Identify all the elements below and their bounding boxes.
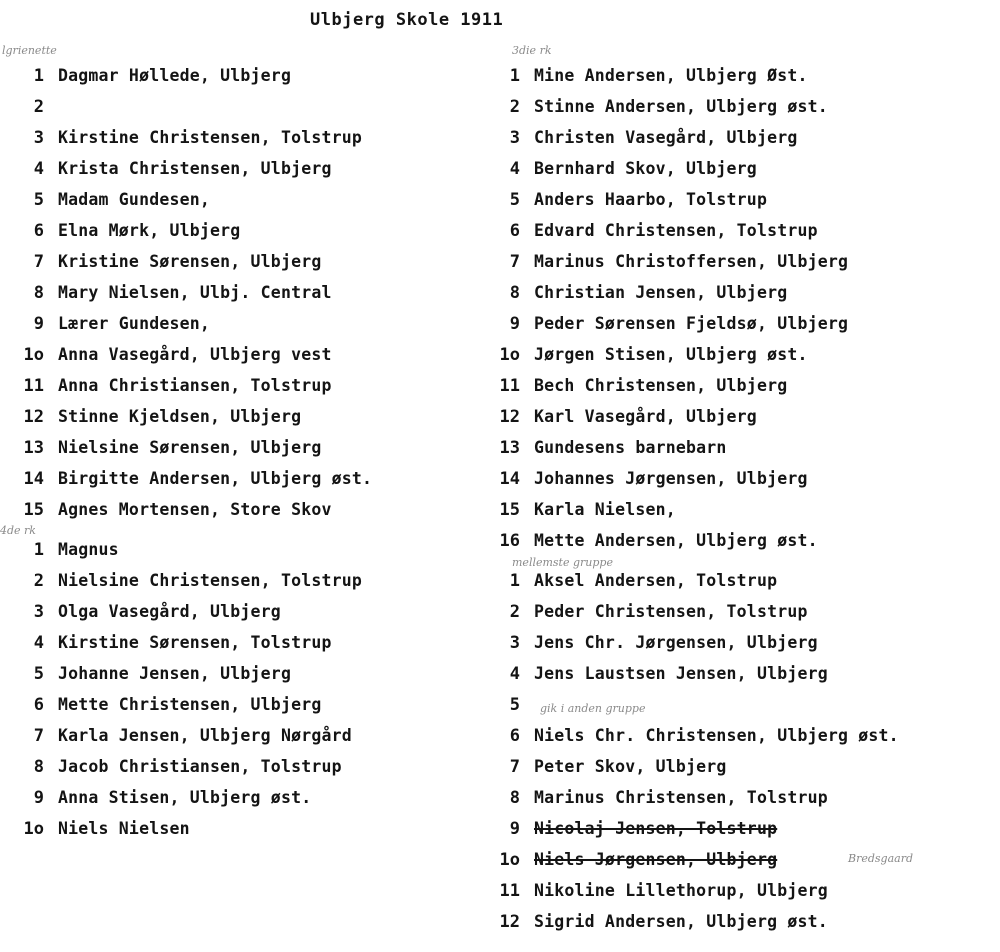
list-item: [8, 782, 362, 813]
list-item: [488, 60, 848, 91]
list-item: [488, 339, 848, 370]
entry-name: Bech Christensen, Ulbjerg: [534, 376, 788, 395]
list-item: [488, 596, 899, 627]
list-item: [488, 215, 848, 246]
entry-number: 5: [33, 190, 44, 210]
entry-number: 2: [509, 602, 520, 622]
entry-name: Aksel Andersen, Tolstrup: [534, 571, 778, 590]
entry-number: 1o: [23, 345, 44, 365]
entry-number: 1: [509, 66, 520, 86]
entry-name: Sigrid Andersen, Ulbjerg øst.: [534, 912, 828, 931]
list-item: [8, 215, 372, 246]
handwritten-note-left-mid: 4de rk: [0, 524, 36, 537]
entry-number: 1o: [499, 345, 520, 365]
entry-number: 8: [33, 283, 44, 303]
list-item: [8, 122, 372, 153]
entry-number: 6: [33, 695, 44, 715]
entry-name: Peder Sørensen Fjeldsø, Ulbjerg: [534, 314, 849, 333]
entry-number: 8: [33, 757, 44, 777]
entry-name: Nicolaj Jensen, Tolstrup: [534, 819, 778, 838]
entry-name: Peter Skov, Ulbjerg: [534, 757, 727, 776]
handwritten-note-right-top: 3die rk: [512, 44, 552, 57]
name-list-right-upper: [488, 60, 848, 556]
entry-name: Johannes Jørgensen, Ulbjerg: [534, 469, 808, 488]
entry-number: 1: [33, 540, 44, 560]
handwritten-note-left-top: lgrienette: [2, 44, 57, 57]
entry-number: 4: [33, 633, 44, 653]
entry-number: 5: [509, 190, 520, 210]
entry-number: 7: [509, 252, 520, 272]
entry-name: Olga Vasegård, Ulbjerg: [58, 602, 281, 621]
entry-number: 9: [509, 819, 520, 839]
entry-name: Kristine Sørensen, Ulbjerg: [58, 252, 322, 271]
list-item: [8, 596, 362, 627]
entry-name: Bernhard Skov, Ulbjerg: [534, 159, 757, 178]
entry-number: 1o: [23, 819, 44, 839]
entry-number: 8: [509, 788, 520, 808]
entry-number: 11: [23, 376, 44, 396]
entry-number: 3: [509, 633, 520, 653]
entry-number: 6: [33, 221, 44, 241]
entry-number: 7: [33, 726, 44, 746]
entry-number: 11: [499, 881, 520, 901]
entry-name: Madam Gundesen,: [58, 190, 211, 209]
list-item: [488, 153, 848, 184]
list-item: [488, 627, 899, 658]
entry-number: 2: [33, 571, 44, 591]
list-item: [8, 370, 372, 401]
list-item: [488, 91, 848, 122]
list-item: [488, 906, 899, 937]
entry-name: Karla Jensen, Ulbjerg Nørgård: [58, 726, 352, 745]
entry-name: Anna Christiansen, Tolstrup: [58, 376, 332, 395]
handwritten-note-right-row10: Bredsgaard: [848, 852, 913, 865]
list-item: [488, 813, 899, 844]
entry-name: Magnus: [58, 540, 119, 559]
entry-name: Marinus Christoffersen, Ulbjerg: [534, 252, 849, 271]
entry-number: 3: [33, 128, 44, 148]
handwritten-note-right-row5: gik i anden gruppe: [540, 702, 646, 715]
list-item: [488, 277, 848, 308]
entry-number: 6: [509, 221, 520, 241]
entry-name: Karla Nielsen,: [534, 500, 676, 519]
entry-number: 7: [509, 757, 520, 777]
list-item: [488, 782, 899, 813]
entry-number: 15: [499, 500, 520, 520]
entry-name: Birgitte Andersen, Ulbjerg øst.: [58, 469, 373, 488]
entry-name: Nikoline Lillethorup, Ulbjerg: [534, 881, 828, 900]
list-item: [8, 246, 372, 277]
list-item: [488, 720, 899, 751]
entry-name: Marinus Christensen, Tolstrup: [534, 788, 828, 807]
list-item: [488, 844, 899, 875]
list-item: [8, 308, 372, 339]
entry-number: 13: [23, 438, 44, 458]
entry-name: Niels Chr. Christensen, Ulbjerg øst.: [534, 726, 899, 745]
entry-name: Anders Haarbo, Tolstrup: [534, 190, 768, 209]
list-item: [8, 720, 362, 751]
name-list-left-upper: [8, 60, 372, 525]
entry-name: Elna Mørk, Ulbjerg: [58, 221, 241, 240]
entry-number: 4: [509, 159, 520, 179]
list-item: [8, 463, 372, 494]
list-item: [488, 689, 899, 720]
list-item: [8, 401, 372, 432]
page-title: Ulbjerg Skole 1911: [310, 10, 504, 30]
list-item: [488, 875, 899, 906]
entry-name: Nielsine Christensen, Tolstrup: [58, 571, 363, 590]
entry-name: Christen Vasegård, Ulbjerg: [534, 128, 798, 147]
list-item: [8, 277, 372, 308]
entry-number: 15: [23, 500, 44, 520]
name-list-left-lower: [8, 534, 362, 844]
list-item: [8, 184, 372, 215]
list-item: [8, 91, 372, 122]
list-item: [488, 401, 848, 432]
entry-number: 11: [499, 376, 520, 396]
list-item: [8, 534, 362, 565]
name-list-right-lower: [488, 565, 899, 937]
entry-name: Anna Stisen, Ulbjerg øst.: [58, 788, 312, 807]
entry-name: Kirstine Christensen, Tolstrup: [58, 128, 363, 147]
entry-number: 4: [509, 664, 520, 684]
entry-number: 12: [499, 407, 520, 427]
entry-name: Anna Vasegård, Ulbjerg vest: [58, 345, 332, 364]
entry-number: 14: [499, 469, 520, 489]
entry-name: Christian Jensen, Ulbjerg: [534, 283, 788, 302]
list-item: [488, 463, 848, 494]
entry-number: 2: [33, 97, 44, 117]
entry-number: 4: [33, 159, 44, 179]
entry-name: Karl Vasegård, Ulbjerg: [534, 407, 757, 426]
entry-number: 6: [509, 726, 520, 746]
list-item: [8, 689, 362, 720]
list-item: [8, 60, 372, 91]
entry-name: Jens Laustsen Jensen, Ulbjerg: [534, 664, 828, 683]
list-item: [8, 813, 362, 844]
handwritten-note-right-mid: mellemste gruppe: [512, 556, 613, 569]
list-item: [8, 339, 372, 370]
entry-number: 3: [33, 602, 44, 622]
entry-number: 16: [499, 531, 520, 551]
entry-name: Jacob Christiansen, Tolstrup: [58, 757, 342, 776]
entry-number: 9: [33, 314, 44, 334]
list-item: [488, 494, 848, 525]
entry-name: Stinne Andersen, Ulbjerg øst.: [534, 97, 828, 116]
entry-name: Mine Andersen, Ulbjerg Øst.: [534, 66, 808, 85]
list-item: [8, 432, 372, 463]
entry-name: Kirstine Sørensen, Tolstrup: [58, 633, 332, 652]
entry-name: Nielsine Sørensen, Ulbjerg: [58, 438, 322, 457]
entry-name: Jørgen Stisen, Ulbjerg øst.: [534, 345, 808, 364]
entry-name: Peder Christensen, Tolstrup: [534, 602, 808, 621]
list-item: [8, 627, 362, 658]
entry-name: Agnes Mortensen, Store Skov: [58, 500, 332, 519]
list-item: [488, 246, 848, 277]
entry-name: Jens Chr. Jørgensen, Ulbjerg: [534, 633, 818, 652]
entry-name: Dagmar Høllede, Ulbjerg: [58, 66, 292, 85]
entry-number: 7: [33, 252, 44, 272]
list-item: [488, 370, 848, 401]
entry-name: Edvard Christensen, Tolstrup: [534, 221, 818, 240]
entry-number: 12: [23, 407, 44, 427]
list-item: [488, 525, 848, 556]
list-item: [488, 565, 899, 596]
list-item: [488, 122, 848, 153]
entry-number: 1: [509, 571, 520, 591]
entry-name: Krista Christensen, Ulbjerg: [58, 159, 332, 178]
entry-number: 2: [509, 97, 520, 117]
entry-name: Mette Andersen, Ulbjerg øst.: [534, 531, 818, 550]
entry-name: Niels Jørgensen, Ulbjerg: [534, 850, 778, 869]
entry-name: Stinne Kjeldsen, Ulbjerg: [58, 407, 302, 426]
list-item: [488, 751, 899, 782]
list-item: [8, 494, 372, 525]
entry-number: 3: [509, 128, 520, 148]
entry-number: 9: [33, 788, 44, 808]
list-item: [488, 658, 899, 689]
entry-number: 5: [33, 664, 44, 684]
entry-number: 14: [23, 469, 44, 489]
entry-name: Mette Christensen, Ulbjerg: [58, 695, 322, 714]
entry-number: 8: [509, 283, 520, 303]
entry-name: Niels Nielsen: [58, 819, 190, 838]
entry-number: 12: [499, 912, 520, 932]
list-item: [8, 565, 362, 596]
entry-number: 1: [33, 66, 44, 86]
entry-number: 1o: [499, 850, 520, 870]
entry-number: 5: [509, 695, 520, 715]
list-item: [488, 184, 848, 215]
entry-number: 13: [499, 438, 520, 458]
entry-number: 9: [509, 314, 520, 334]
entry-name: Johanne Jensen, Ulbjerg: [58, 664, 292, 683]
list-item: [8, 658, 362, 689]
list-item: [8, 751, 362, 782]
list-item: [488, 432, 848, 463]
list-item: [488, 308, 848, 339]
entry-name: Mary Nielsen, Ulbj. Central: [58, 283, 332, 302]
entry-name: Gundesens barnebarn: [534, 438, 727, 457]
entry-name: Lærer Gundesen,: [58, 314, 211, 333]
list-item: [8, 153, 372, 184]
